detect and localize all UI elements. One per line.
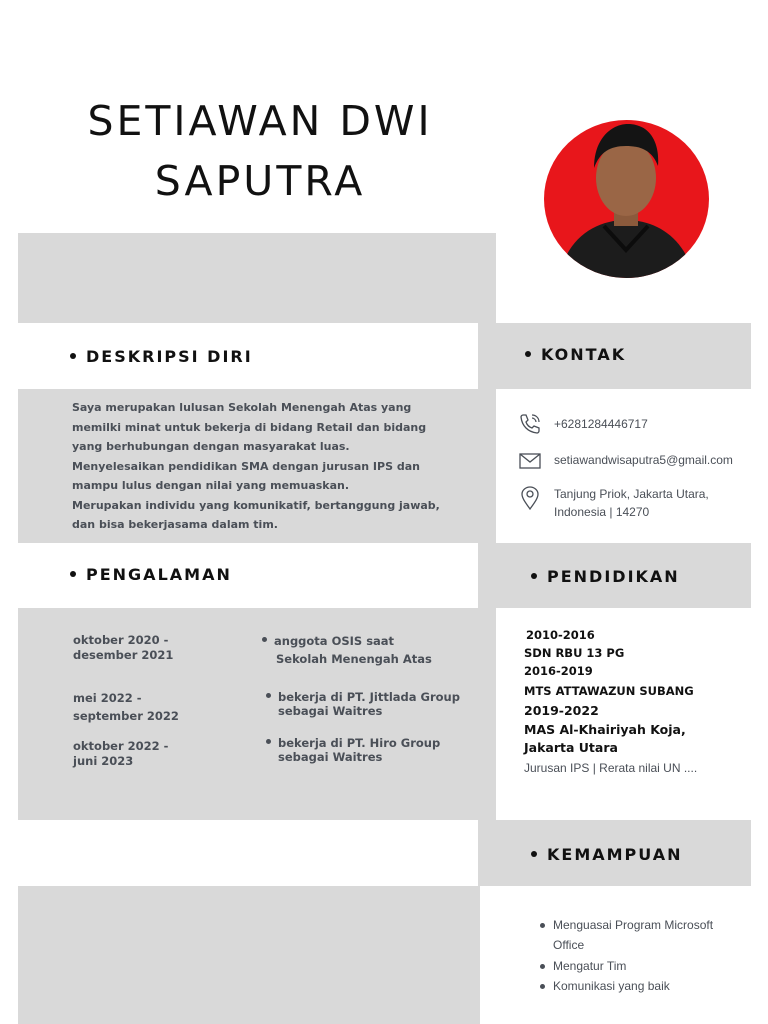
mail-icon [518,450,542,472]
education-line: SDN RBU 13 PG [524,646,625,660]
skill-item: Komunikasi yang baik [540,976,740,996]
contact-address [518,485,709,521]
contact-phone [518,412,648,434]
description-line: mampu lulus dengan nilai yang memuaskan. [72,479,350,492]
bullet-dot-icon [266,693,271,698]
education-line: 2016-2019 [524,664,593,678]
description-line: dan bisa bekerjasama dalam tim. [72,518,278,531]
profile-photo [544,120,709,278]
bullet-dot-icon [70,571,76,577]
bullet-dot-icon [525,351,531,357]
contact-heading: KONTAK [525,345,626,364]
location-pin-icon [518,485,542,511]
description-line: Merupakan individu yang komunikatif, bertanggung jawab, [72,498,440,512]
address-text: Tanjung Priok, Jakarta Utara, Indonesia | 14270 [554,487,709,519]
contact-email [518,450,733,472]
description-heading: DESKRIPSI DIRI [70,347,253,366]
bullet-dot-icon [531,573,537,579]
description-line: yang berhubungan dengan masyarakat luas. [72,440,350,453]
education-line: Jurusan IPS | Rerata nilai UN .... [524,761,698,775]
education-line: Jakarta Utara [524,740,618,755]
skill-item: Mengatur Tim [540,956,740,976]
bullet-dot-icon [540,964,545,969]
education-line: 2010-2016 [526,628,595,642]
experience-role: anggota OSIS saat Sekolah Menengah Atas [262,633,432,667]
bullet-dot-icon [70,353,76,359]
phone-icon [518,412,542,434]
experience-role: bekerja di PT. Jittlada Group sebagai Waitres [266,689,460,719]
bg-block-left-top [18,233,496,323]
description-line: Saya merupakan lulusan Sekolah Menengah Atas yang [72,401,412,414]
experience-role: bekerja di PT. Hiro Group sebagai Waitres [266,735,440,765]
experience-date: mei 2022 - september 2022 [73,691,179,723]
bullet-dot-icon [540,923,545,928]
education-line: MAS Al-Khairiyah Koja, [524,722,686,737]
phone-number[interactable]: +6281284446717 [554,417,648,431]
description-line: memilki minat untuk bekerja di bidang Retail dan bidang [72,420,427,434]
description-line: Menyelesaikan pendidikan SMA dengan jurusan IPS dan [72,459,420,473]
experience-date: oktober 2022 - juni 2023 [73,739,169,768]
bullet-dot-icon [531,851,537,857]
bullet-dot-icon [540,984,545,989]
person-silhouette-icon [544,120,709,278]
experience-date: oktober 2020 - desember 2021 [73,633,174,662]
experience-heading: PENGALAMAN [70,565,232,584]
description-text [72,398,442,535]
skill-item: Menguasai Program Microsoft Office [540,915,740,955]
email-address[interactable]: setiawandwisaputra5@gmail.com [554,453,733,467]
education-line: 2019-2022 [524,703,599,718]
name-line-1: SETIAWAN DWI [87,97,433,145]
bullet-dot-icon [266,739,271,744]
name-line-2: SAPUTRA [154,157,366,205]
skills-heading: KEMAMPUAN [531,845,683,864]
bg-white-skill-panel [480,886,751,1024]
education-heading: PENDIDIKAN [531,567,680,586]
bullet-dot-icon [262,637,267,642]
bg-block-left-bottom [18,886,496,1024]
education-line: MTS ATTAWAZUN SUBANG [524,684,694,698]
